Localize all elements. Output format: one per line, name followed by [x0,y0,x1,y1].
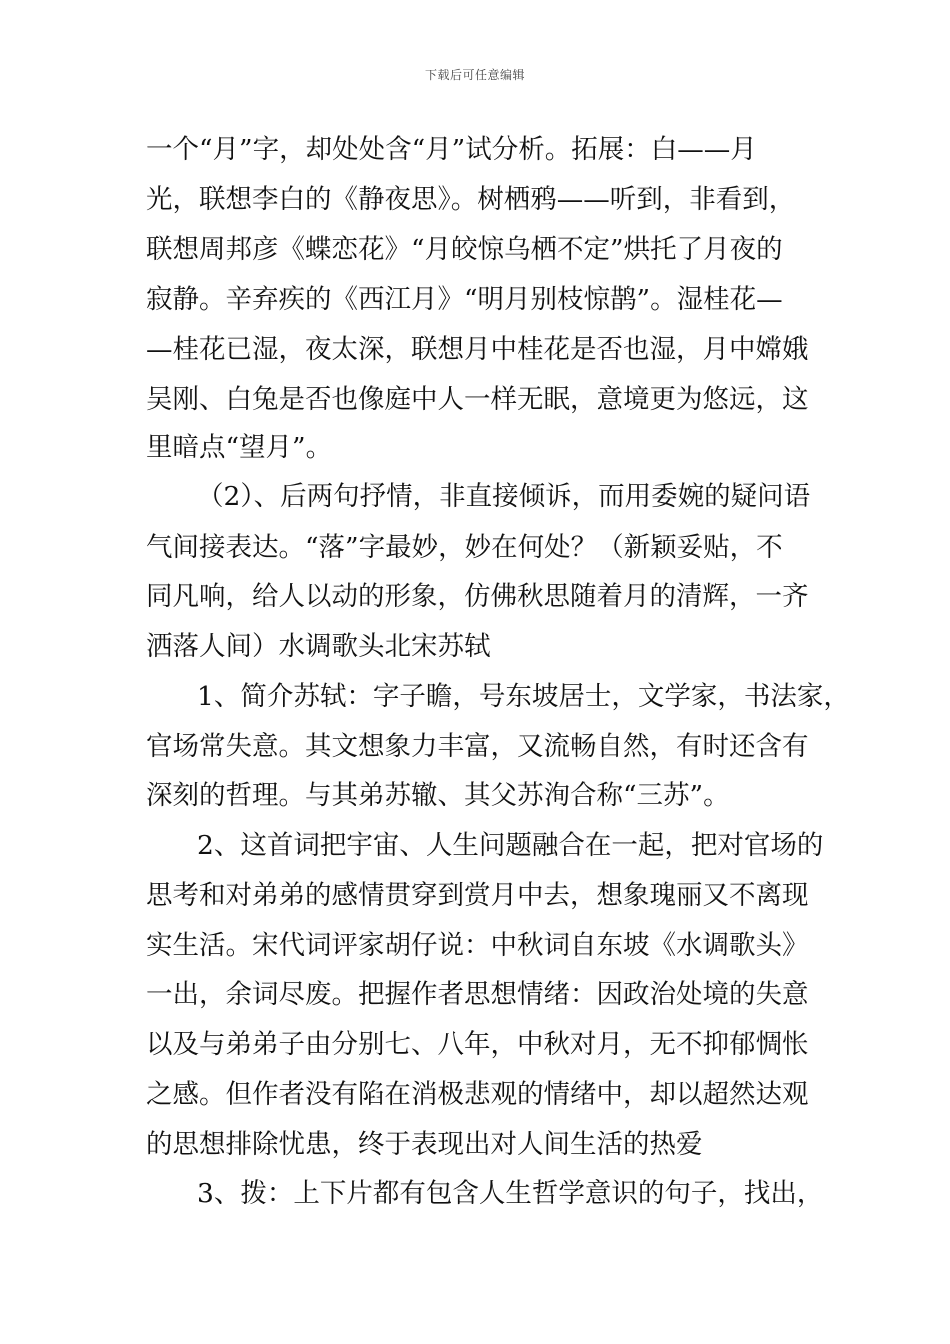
text-line: 一出，余词尽废。把握作者思想情绪：因政治处境的失意 [146,979,809,1010]
text-line: 光，联想李白的《静夜思》。树栖鸦——听到，非看到， [146,184,796,215]
text-line: 之感。但作者没有陷在消极悲观的情绪中，却以超然达观 [146,1079,809,1110]
text-line: —桂花已湿，夜太深，联想月中桂花是否也湿，月中嫦娥 [146,334,809,365]
text-line: 官场常失意。其文想象力丰富，又流畅自然，有时还含有 [146,731,809,762]
paragraph-first-line: （2）、后两句抒情，非直接倾诉，而用委婉的疑问语 [197,481,811,512]
text-line: 思考和对弟弟的感情贯穿到赏月中去，想象瑰丽又不离现 [146,880,809,911]
paragraph-first-line: 1、简介苏轼：字子瞻，号东坡居士，文学家，书法家， [197,681,850,712]
text-line: 一个“月”字，却处处含“月”试分析。拓展：白——月 [146,134,757,165]
text-line: 实生活。宋代词评家胡仔说：中秋词自东坡《水调歌头》 [146,930,809,961]
text-line: 气间接表达。“落”字最妙，妙在何处？（新颖妥贴，不 [146,532,783,563]
paragraph-first-line: 3、拨：上下片都有包含人生哲学意识的句子，找出， [197,1178,824,1209]
text-line: 深刻的哲理。与其弟苏辙、其父苏洵合称“三苏”。 [146,780,730,811]
text-line: 同凡响，给人以动的形象，仿佛秋思随着月的清辉，一齐 [146,581,809,612]
page-header: 下载后可任意编辑 [424,68,525,82]
text-line: 吴刚、白兔是否也像庭中人一样无眠，意境更为悠远，这 [146,384,809,415]
text-line: 的思想排除忧患，终于表现出对人间生活的热爱 [146,1129,703,1160]
text-line: 联想周邦彦《蝶恋花》“月皎惊乌栖不定”烘托了月夜的 [146,234,783,265]
text-line: 洒落人间）水调歌头北宋苏轼 [146,631,491,662]
text-line: 以及与弟弟子由分别七、八年，中秋对月，无不抑郁惆怅 [146,1029,809,1060]
paragraph-first-line: 2、这首词把宇宙、人生问题融合在一起，把对官场的 [197,830,824,861]
text-line: 寂静。辛弃疾的《西江月》“明月别枝惊鹊”。湿桂花— [146,284,783,315]
text-line: 里暗点“望月”。 [146,432,333,463]
